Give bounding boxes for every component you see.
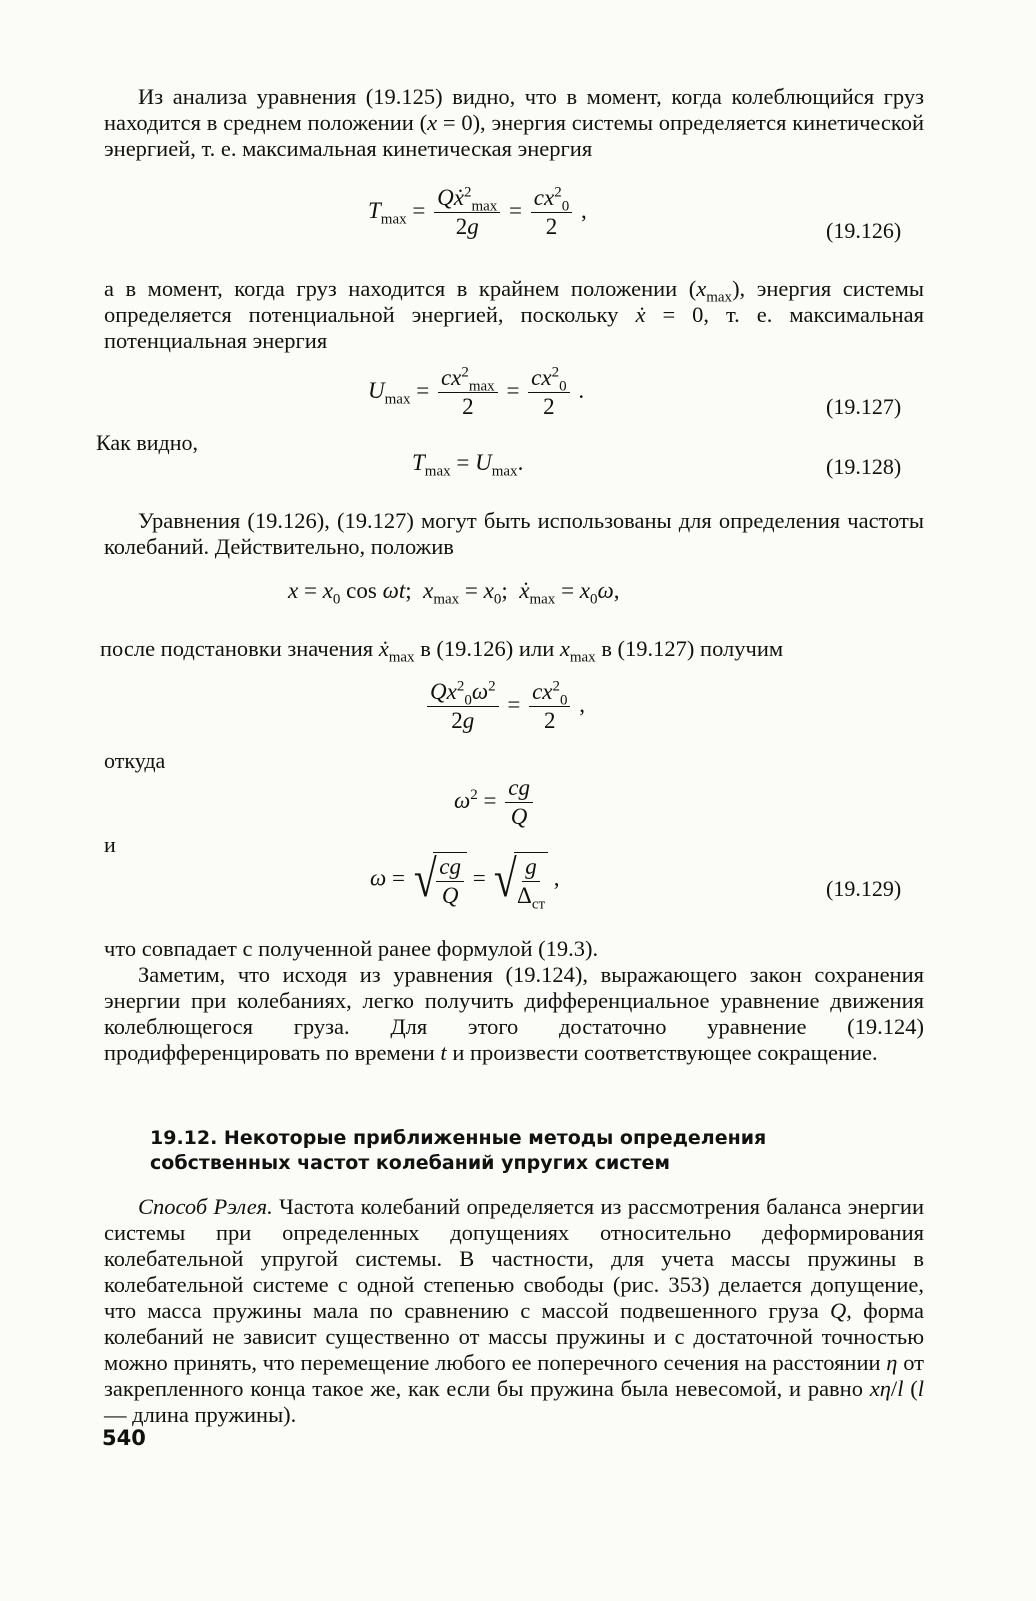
section-heading-line-2: собственных частот колебаний упругих систем <box>150 1152 670 1174</box>
equation-19-129: ω = √ $\frac{cg}{Q}$ = √ $\frac{g}{\Delta_{ст}}$ , <box>370 851 560 913</box>
paragraph-coincides: что совпадает с полученной ранее формулой (19.3). <box>104 936 599 961</box>
equation-19-128: $T_{max} = U_{max}$. <box>412 450 524 480</box>
paragraph-equations-usage: Уравнения (19.126), (19.127) могут быть использованы для определения частоты колебаний. Действительно, положив <box>104 508 924 559</box>
paragraph-kinetic: Из анализа уравнения (19.125) видно, что в момент, когда колеблющийся груз находится в среднем положении (x = 0), энергия системы определяется кинетической энергией, т. е. максимальная кинетическая энергия <box>104 84 924 161</box>
paragraph-rayleigh: Способ Рэлея. Частота колебаний определяется из рассмотрения баланса энергии системы при определенных допущениях относительно деформирования колебательной упругой системы. В частности, для учета массы пружины в колебательной системе с одной степенью свободы (рис. 353) делается допущение, что масса пружины мала по сравнению с массой подвешенного груза Q, форма колебаний не зависит существенно от массы пружины и с достаточной точностью можно принять, что перемещение любого ее поперечного сечения на расстоянии η от закрепленного конца такое же, как если бы пружина была невесомой, и равно xη/l (l — длина пружины). <box>104 1194 925 1427</box>
equation-substitution: $x = x_0$ cos ωt; $x_{max} = x_0$; ẋ$_{max}$ = $x_0\omega$, <box>288 578 620 608</box>
section-heading-line-1: 19.12. Некоторые приближенные методы определения <box>150 1127 767 1149</box>
paragraph-substitution: после подстановки значения ẋ$_{max}$ в (19.126) или $x_{max}$ в (19.127) получим <box>100 636 784 666</box>
page-number: 540 <box>102 1426 146 1450</box>
paragraph-potential: а в момент, когда груз находится в крайнем положении $(x_{max})$, энергия системы определяется потенциальной энергией, поскольку ẋ = 0, т. е. максимальная потенциальная энергия <box>104 276 925 353</box>
label-i: и <box>104 832 116 857</box>
equation-number-19-128: (19.128) <box>826 454 902 479</box>
equation-omega-squared: $\omega^2$ = $\frac{cg}{Q}$ <box>454 776 536 829</box>
paragraph-note: Заметим, что исходя из уравнения (19.124), выражающего закон сохранения энергии при колебаниях, легко получить дифференциальное уравнение движения колеблющегося груза. Для этого достаточно уравнение (19.124) продифференцировать по времени t и произвести соответствующее сокращение. <box>104 962 924 1065</box>
label-otkuda: откуда <box>104 748 166 773</box>
label-kak-vidno: Как видно, <box>96 430 198 455</box>
equation-number-19-126: (19.126) <box>826 218 902 243</box>
equation-number-19-127: (19.127) <box>826 394 902 419</box>
equation-energy-balance: $\frac{Qx^2_0\omega^2}{2g}$ = $\frac{cx^2_0}{2}$ , <box>424 680 585 733</box>
equation-19-127: $U_{max}$ = $\frac{cx^2_{max}}{2}$ = $\frac{cx^2_0}{2}$ . <box>368 364 585 419</box>
equation-19-126: $T_{max}$ = $\frac{Qẋ^2_{max}}{2g}$ = $\frac{cx^2_0}{2}$ , <box>368 184 587 239</box>
equation-number-19-129: (19.129) <box>826 876 902 901</box>
